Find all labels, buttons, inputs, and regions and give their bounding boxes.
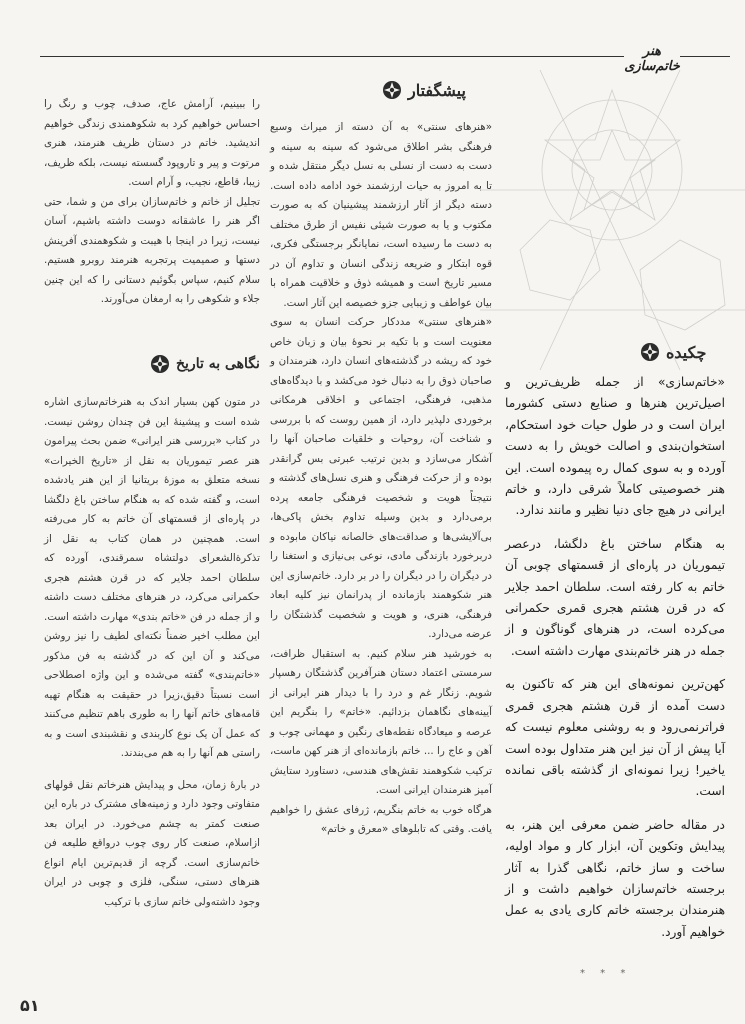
history-heading-text: نگاهی به تاریخ: [176, 356, 260, 372]
abstract-column: [505, 372, 725, 943]
ornament-icon: [150, 354, 170, 374]
page-number: ۵۱: [20, 996, 40, 1015]
history-heading: [150, 354, 260, 374]
intro-column: [270, 118, 492, 840]
header-rule-left: [40, 56, 624, 57]
abstract-paragraph-2: به هنگام ساختن باغ دلگشا، درعصر تیموریان در پاره‌ای از قسمتهای چوبی آن خاتم به کار رفته است. سلطان احمد جلایر که در قرن هشتم هجری قمری حکمرانی می‌کرده است، در هنرهای گوناگون و از جمله در هنر خاتم‌بندی مهارت داشته است.: [505, 536, 725, 658]
abstract-heading: [640, 342, 706, 362]
intro-paragraph-3: به خورشید هنر سلام کنیم. به استقبال ظرافت، سرمستی اعتماد دستان هنرآفرین گذشتگان رهسپار شویم. زنگار غم و درد را با دیدار هنر ایرانی از آیینه‌های نگاهمان بزدائیم. «خاتم» را بنگریم این عرصه و میعادگاه نقطه‌های رنگین و مهمانی چوب و آهن و عاج را ... خاتم بازمانده‌ای از هنر کهن ماست، ترکیب شکوهمند نقش‌های هندسی، دستاورد ستایش آمیز هنرمندان ایرانی است.: [270, 647, 492, 796]
history-paragraph-1: در متون کهن بسیار اندک به هنرخاتم‌سازی اشاره شده است و پیشینهٔ این فن چندان روشن نیست. در کتاب «بررسی هنر ایرانی» ضمن بحث پیرامون هنر عصر تیموریان به نقل از «تاریخ الخیرات» نسخه متعلق به موزهٔ بریتانیا از این هنر یادشده است، و گفته شده که به هنگام ساختن باغ دلگشا در پاره‌ای از قسمتهای آن خاتم به کار می‌رفته است. همچنین در همان کتاب به نقل از تذکرة‌الشعرای دولتشاه سمرقندی، آورده که سلطان احمد جلایر که در قرن هشتم هجری حکمرانی می‌کرد، در هنرهای مختلف دست داشته و از جمله در فن «خاتم بندی» مهارت داشته است. این مطلب اخیر ضمناً نکته‌ای لطیف را نیز روشن می‌کند و آن این که در گذشته به فن مذکور «خاتم‌بندی» گفته می‌شده و این واژه اصطلاحی است نسبتاً دقیق،زیرا در حقیقت به هنگام تهیه قامه‌های خاتم آنها را به طوری باهم تنظیم می‌کنند که عمل آن یک نوع کاربندی و نقشبندی است و به راستی هم آنها را به هم می‌بندند.: [44, 396, 260, 759]
history-paragraph-2: در بارهٔ زمان، محل و پیدایش هنرخاتم نقل قولهای متفاوتی وجود دارد و زمینه‌های مشترک در باره این صنعت کمتر به چشم می‌خورد. در ایران بعد ازاسلام، صنعت کار روی چوب درواقع طلیعه فن خاتم‌سازی است. گرچه از قدیم‌ترین ایام انواع هنرهای دستی، سنگی، فلزی و چوبی در ایران وجود داشته‌ولی خاتم سازی با ترکیب: [44, 778, 260, 908]
ornament-icon: [382, 80, 402, 100]
intro-paragraph-2: «هنرهای سنتی» مددکار حرکت انسان به سوی معنویت است و با تکیه بر نحوهٔ بیان و زبان خاص خود که ریشه در گذشته‌های انسان دارد، هنرمندان و صاحبان ذوق را به دنبال خود می‌کشد و با دیدگاه‌های مذهبی، فرهنگی، اجتماعی و اخلاقی هرمکانی برخوردی دلپذیر دارد، از همین روست که با بررسی و شناخت آن، روحیات و خلقیات صاحبان آنها را آشکار می‌سازد و بدین ترتیب عبرتی بس گرانقدر بوده و از حرکت فرهنگی و هنری نسل‌های گذشته و نتیجتاً هویت و شخصیت فرهنگی جامعه پرده برمی‌دارد و بدین وسیله تداوم بخش پاکی‌ها، بی‌آلایشی‌ها و صداقت‌های خالصانه نیاکان مابوده و دربرخورد بازندگی مادی، نوعی بی‌نیازی و استغنا را در دیگران را در دیگران را در بر دارد. خاتم‌سازی این هنر شکوهمند بازمانده از پدرانمان نیز کلیه ابعاد فرهنگی، هنری، و هویت و شخصیت گذشتگان را عرضه می‌دارد.: [270, 316, 492, 640]
abstract-paragraph-3: کهن‌ترین نمونه‌های این هنر که تاکنون به دست آمده از قرن هشتم هجری قمری فراترنمی‌رود و به روشنی معلوم نیست که آیا پیش از آن نیز این هنر متداول بوده است یاخیر! زیرا نمونه‌ای از گذشته باقی نمانده است.: [505, 677, 725, 799]
abstract-paragraph-4: در مقاله حاضر ضمن معرفی این هنر، به پیدایش وتکوین آن، ابزار کار و مواد اولیه، ساخت و ساز خاتم، نگاهی گذرا به آثار برجسته خاتم‌سازان خواهیم داشت و از هنرمندان برجسته خاتم کاری یادی به عمل خواهیم آورد.: [505, 817, 725, 939]
running-title: هنر خاتم‌سازی: [624, 44, 680, 74]
left-paragraph-1: را ببینیم، آرامش عاج، صدف، چوب و رنگ را احساس خواهیم کرد به شکوهمندی زندگی خواهیم اندیشید. خاتم در دستان ظریف هنرمند، هنری مرتوت و پیر و تاروپود گسسته نیست، بلکه ظریف، زیبا، قاطع، نجیب، و آرام است.: [44, 98, 260, 188]
history-column: [44, 393, 260, 912]
intro-heading-text: پیشگفتار: [408, 80, 466, 100]
intro-heading: [382, 80, 466, 100]
header-rule-right: [680, 56, 730, 57]
left-column-top: [44, 95, 260, 310]
abstract-paragraph-1: «خاتم‌سازی» از جمله ظریف‌ترین و اصیل‌ترین هنرها و صنایع دستی کشورما ایران است و در طول حیات خود استحکام، استخوان‌بندی و اصالت خویش را به دست آورده و به سوی کمال ره پیموده است. این هنر خصوصیتی کاملاً شرقی دارد، و خاتم ایرانی در هیچ جای دنیا نظیر و مانند ندارد.: [505, 375, 725, 518]
abstract-heading-text: چکیده: [666, 342, 707, 362]
end-mark: * * *: [580, 968, 632, 979]
left-paragraph-2: تجلیل از خاتم و خاتم‌سازان برای من و شما، حتی اگر هنر را عاشقانه دوست داشته باشیم، آسان نیست، زیرا در اینجا با هیبت و شکوهمندی آفرینش دستها و صمیمیت پرتجربه هنرمند روبرو هستیم. سلام کنیم، سپاس بگوئیم دستانی را که این چنین جلاء و شکوهی را به ارمغان می‌آورند.: [44, 195, 260, 305]
khatam-pattern-graphic: [480, 70, 745, 370]
ornament-icon: [640, 342, 660, 362]
intro-paragraph-4: هرگاه خوب به خاتم بنگریم، ژرفای عشق را خواهیم یافت. وقتی که تابلوهای «معرق و خاتم»: [270, 803, 492, 835]
intro-paragraph-1: «هنرهای سنتی» به آن دسته از میراث وسیع فرهنگی بشر اطلاق می‌شود که سینه به سینه و دست به دست از نسلی به نسل دیگر منتقل شده و تا به امروز به حیات ارزشمند خود ادامه داده است. دسته دیگر از آثار ارزشمند پیشینیان که به صورت مکتوب و یا به صورت شیئی نفیس از طرق مختلف به دست ما رسیده است، نمایانگر برجستگی فکری، قوه ابتکار و ضریعه زندگی انسان و تداوم آن در مسیر تاریخ است و همیشه ذوق و خلاقیت همراه با بیان عواطف و زیبایی جزو خصیصه این آثار است.: [270, 121, 492, 309]
